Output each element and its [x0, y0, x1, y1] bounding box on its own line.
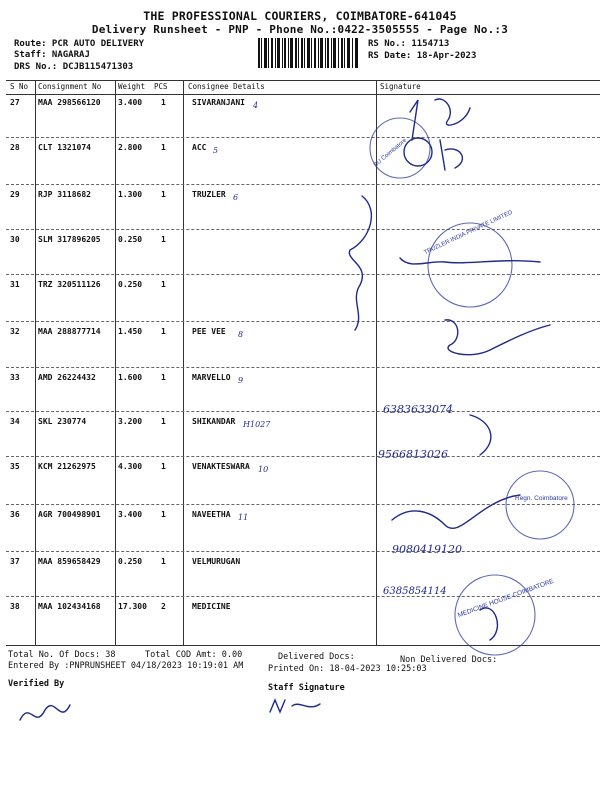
cell-weight: 0.250	[118, 280, 143, 289]
table-row	[6, 373, 600, 387]
cell-sno: 34	[10, 417, 20, 426]
table-row	[6, 510, 600, 524]
handwritten-phone: 9566813026	[378, 448, 448, 461]
row-divider	[6, 274, 600, 275]
stamp-text: MEDICINE HOUSE COIMBATORE	[456, 577, 555, 620]
cell-pcs: 1	[161, 327, 166, 336]
handwritten-note: 5	[213, 146, 219, 155]
table-row	[6, 143, 600, 157]
staff-label: Staff: NAGARAJ	[14, 50, 90, 60]
entered-by: Entered By :PNPRUNSHEET 04/18/2023 10:19:01 AM	[8, 661, 244, 671]
cell-pcs: 1	[161, 235, 166, 244]
row-divider	[6, 184, 600, 185]
cell-consignee: MARVELLO	[192, 373, 231, 382]
verified-by: Verified By	[8, 679, 65, 689]
cell-sno: 29	[10, 190, 20, 199]
cell-sno: 31	[10, 280, 20, 289]
cell-pcs: 1	[161, 143, 166, 152]
cell-weight: 4.300	[118, 462, 143, 471]
handwritten-note: 4	[253, 101, 259, 110]
cell-weight: 1.300	[118, 190, 143, 199]
cell-weight: 3.400	[118, 510, 143, 519]
signature-stroke	[270, 700, 320, 712]
cell-consignment: KCM 21262975	[38, 462, 96, 471]
cell-consignment: MAA 859658429	[38, 557, 101, 566]
cell-sno: 38	[10, 602, 20, 611]
cell-sno: 37	[10, 557, 20, 566]
row-divider	[6, 321, 600, 322]
handwritten-note: 6	[233, 193, 239, 202]
cell-consignment: RJP 3118682	[38, 190, 91, 199]
cell-weight: 3.200	[118, 417, 143, 426]
col-consignee: Consignee Details	[188, 82, 265, 91]
cell-pcs: 1	[161, 373, 166, 382]
handwritten-phone: 6383633074	[383, 403, 453, 416]
delivered-docs: Delivered Docs:	[278, 652, 355, 662]
cell-sno: 27	[10, 98, 20, 107]
cell-consignee: SIVARANJANI	[192, 98, 245, 107]
signature-stroke	[400, 258, 540, 264]
cell-pcs: 1	[161, 98, 166, 107]
company-stamp	[506, 471, 574, 539]
cell-pcs: 2	[161, 602, 166, 611]
rs-number: RS No.: 1154713	[368, 39, 450, 49]
cell-consignee: PEE VEE	[192, 327, 226, 336]
stamp-text: Regn. Coimbatore	[515, 495, 568, 502]
row-divider	[6, 137, 600, 138]
printed-on: Printed On: 18-04-2023 10:25:03	[268, 664, 427, 674]
cell-weight: 1.600	[118, 373, 143, 382]
row-divider	[6, 551, 600, 552]
cell-consignment: SKL 230774	[38, 417, 87, 426]
cell-consignment: MAA 102434168	[38, 602, 101, 611]
non-delivered-docs: Non Delivered Docs:	[400, 655, 498, 665]
table-row	[6, 280, 600, 294]
handwritten-note: 8	[238, 330, 244, 339]
stamp-text: TRUZLER INDIA PRIVATE LIMITED	[423, 209, 514, 257]
row-divider	[6, 504, 600, 505]
cell-consignment: TRZ 320511126	[38, 280, 101, 289]
col-pcs: PCS	[154, 82, 168, 91]
cell-weight: 0.250	[118, 235, 143, 244]
table-bottom-rule	[6, 645, 600, 646]
table-row	[6, 602, 600, 616]
cell-pcs: 1	[161, 462, 166, 471]
row-divider	[6, 367, 600, 368]
cell-consignee: TRUZLER	[192, 190, 226, 199]
cell-weight: 0.250	[118, 557, 143, 566]
cell-weight: 1.450	[118, 327, 143, 336]
cell-consignee: ACC	[192, 143, 207, 152]
col-consignment: Consignment No	[38, 82, 102, 91]
table-row	[6, 557, 600, 571]
cell-consignment: SLM 317896205	[38, 235, 101, 244]
cell-consignment: MAA 288877714	[38, 327, 101, 336]
table-header-rule	[6, 94, 600, 95]
total-cod: Total COD Amt: 0.00	[145, 650, 243, 660]
col-weight: Weight	[118, 82, 146, 91]
cell-weight: 17.300	[118, 602, 147, 611]
cell-consignee: VENAKTESWARA	[192, 462, 250, 471]
cell-pcs: 1	[161, 510, 166, 519]
company-title: THE PROFESSIONAL COURIERS, COIMBATORE-641045	[143, 9, 457, 23]
cell-pcs: 1	[161, 190, 166, 199]
table-row	[6, 190, 600, 204]
staff-signature-label: Staff Signature	[268, 683, 345, 693]
stamp-text: SU Coimbatore	[372, 137, 409, 169]
cell-sno: 28	[10, 143, 20, 152]
cell-consignee: NAVEETHA	[192, 510, 231, 519]
row-divider	[6, 411, 600, 412]
table-row	[6, 235, 600, 249]
handwritten-note: 9	[238, 376, 244, 385]
cell-pcs: 1	[161, 557, 166, 566]
cell-sno: 33	[10, 373, 20, 382]
cell-consignment: AMD 26224432	[38, 373, 96, 382]
cell-consignee: MEDICINE	[192, 602, 231, 611]
barcode-icon	[258, 38, 358, 68]
drs-number: DRS No.: DCJB115471303	[14, 62, 134, 72]
cell-consignment: MAA 298566120	[38, 98, 101, 107]
col-sno: S No	[10, 82, 29, 91]
cell-consignment: AGR 700498901	[38, 510, 101, 519]
handwritten-phone: 9080419120	[392, 543, 462, 556]
cell-pcs: 1	[161, 417, 166, 426]
table-row	[6, 98, 600, 112]
cell-consignee: SHIKANDAR	[192, 417, 236, 426]
total-docs: Total No. Of Docs: 38	[8, 650, 116, 660]
cell-consignee: VELMURUGAN	[192, 557, 241, 566]
cell-sno: 36	[10, 510, 20, 519]
cell-sno: 35	[10, 462, 20, 471]
table-header	[6, 80, 600, 94]
cell-pcs: 1	[161, 280, 166, 289]
cell-consignment: CLT 1321074	[38, 143, 91, 152]
handwritten-note: 11	[238, 513, 249, 522]
cell-sno: 30	[10, 235, 20, 244]
col-signature: Signature	[380, 82, 421, 91]
handwritten-note: H1027	[243, 420, 271, 429]
table-row	[6, 462, 600, 476]
row-divider	[6, 229, 600, 230]
cell-sno: 32	[10, 327, 20, 336]
handwritten-phone: 6385854114	[383, 586, 447, 597]
handwritten-note: 10	[258, 465, 269, 474]
cell-weight: 2.800	[118, 143, 143, 152]
row-divider	[6, 596, 600, 597]
row-divider	[6, 456, 600, 457]
signature-stroke	[20, 705, 70, 720]
table-row	[6, 327, 600, 341]
rs-date: RS Date: 18-Apr-2023	[368, 51, 477, 61]
table-row	[6, 417, 600, 431]
runsheet-subtitle: Delivery Runsheet - PNP - Phone No.:0422-3505555 - Page No.:3	[91, 23, 509, 36]
route-label: Route: PCR AUTO DELIVERY	[14, 39, 145, 49]
cell-weight: 3.400	[118, 98, 143, 107]
signature-stroke	[349, 196, 371, 330]
